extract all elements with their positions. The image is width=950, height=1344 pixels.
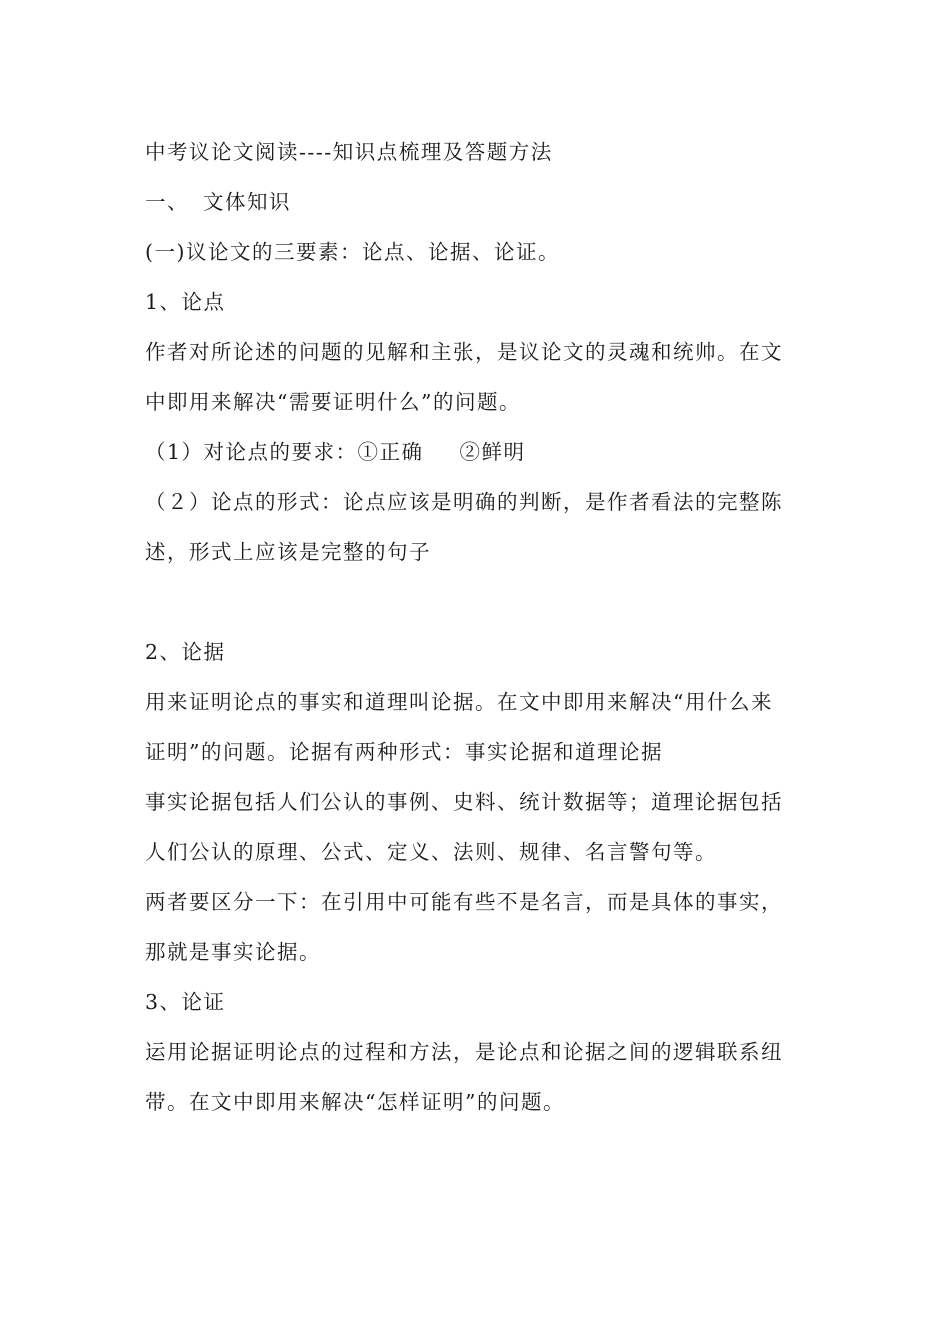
paragraph-line: （２）论点的形式：论点应该是明确的判断，是作者看法的完整陈 (145, 490, 783, 514)
point-heading-evidence: 2、论据 (145, 640, 226, 664)
subsection-heading: (一)议论文的三要素：论点、论据、论证。 (145, 240, 560, 264)
paragraph-line: 事实论据包括人们公认的事例、史料、统计数据等；道理论据包括 (145, 790, 783, 814)
document-body (145, 133, 815, 1133)
paragraph-line: 带。在文中即用来解决“怎样证明”的问题。 (145, 1090, 565, 1114)
section-title: 文体知识 (203, 190, 291, 214)
document-title: 中考议论文阅读----知识点梳理及答题方法 (145, 140, 553, 164)
paragraph-line: 证明”的问题。论据有两种形式：事实论据和道理论据 (145, 740, 663, 764)
requirement-second: ②鲜明 (459, 440, 526, 464)
paragraph-line: 中即用来解决“需要证明什么”的问题。 (145, 390, 521, 414)
requirement-first: （1）对论点的要求：①正确 (145, 440, 424, 464)
section-number: 一、 (145, 190, 189, 214)
paragraph-line: 用来证明论点的事实和道理叫论据。在文中即用来解决“用什么来 (145, 690, 773, 714)
paragraph-line: 运用论据证明论点的过程和方法，是论点和论据之间的逻辑联系纽 (145, 1040, 783, 1064)
requirement-line (145, 433, 815, 483)
paragraph-line: 那就是事实论据。 (145, 940, 321, 964)
blank-line (145, 583, 815, 633)
paragraph-line: 人们公认的原理、公式、定义、法则、规律、名言警句等。 (145, 840, 717, 864)
paragraph-line: 作者对所论述的问题的见解和主张，是议论文的灵魂和统帅。在文 (145, 340, 783, 364)
point-heading-thesis: 1、论点 (145, 290, 226, 314)
paragraph-line: 两者要区分一下：在引用中可能有些不是名言，而是具体的事实， (145, 890, 783, 914)
section-heading (145, 183, 815, 233)
paragraph-line: 述，形式上应该是完整的句子 (145, 540, 431, 564)
point-heading-argumentation: 3、论证 (145, 990, 226, 1014)
